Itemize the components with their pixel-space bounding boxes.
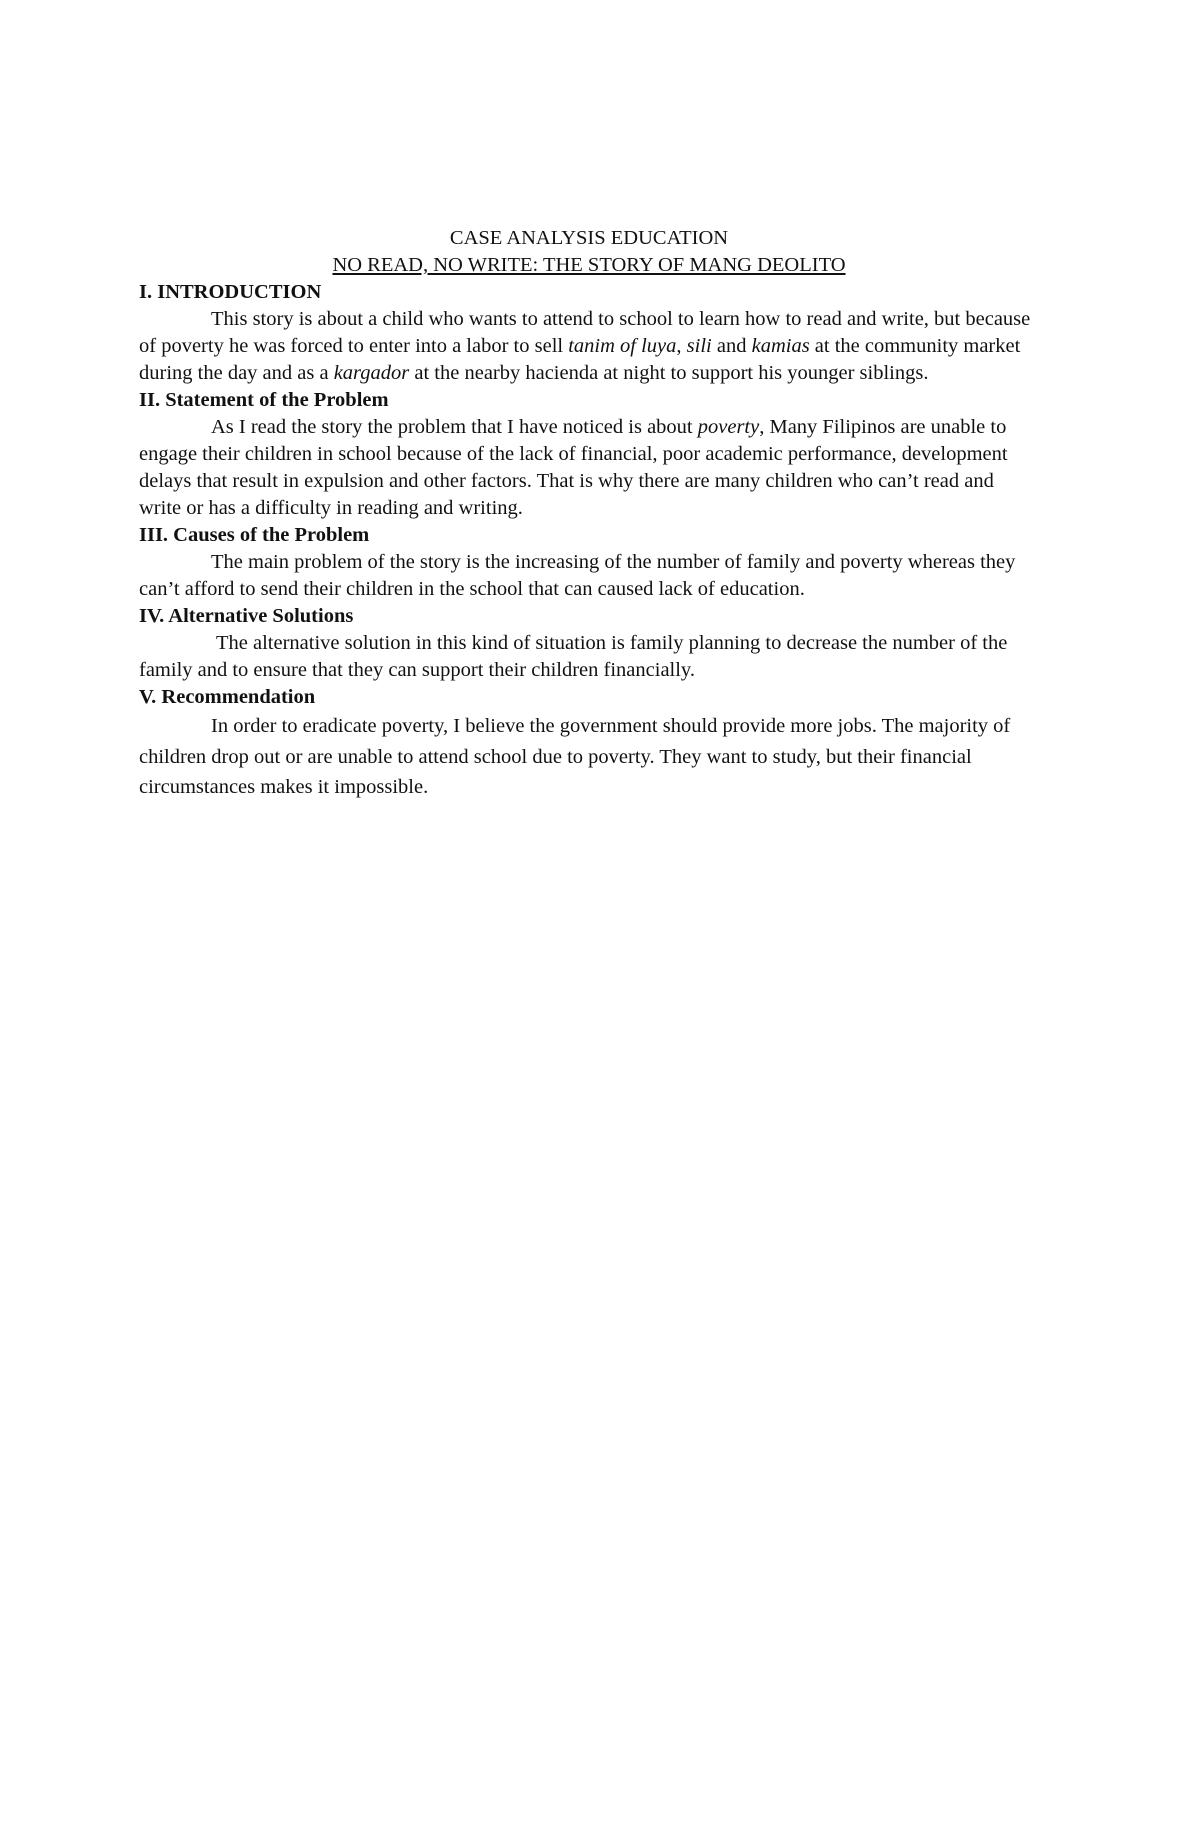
text-run: As I read the story the problem that I have noticed is about <box>211 416 698 438</box>
document-title: CASE ANALYSIS EDUCATION <box>449 227 729 249</box>
italic-term: tanim of luya <box>568 335 677 357</box>
text-run: at the nearby hacienda at night to support his younger siblings. <box>409 362 929 384</box>
section-heading-recommendation: V. Recommendation <box>139 686 316 708</box>
section-paragraph-introduction <box>139 306 1039 387</box>
section-paragraph-alternatives: The alternative solution in this kind of situation is family planning to decrease the number of the family and to ensure that they can support their children financially. <box>139 632 1008 681</box>
section-paragraph-recommendation: In order to eradicate poverty, I believe the government should provide more jobs. The majority of children drop out or are unable to attend school due to poverty. They want to study, but their financial circumstances makes it impossible. <box>139 715 1011 798</box>
section-heading-causes: III. Causes of the Problem <box>139 524 370 546</box>
document-body <box>139 225 1039 803</box>
text-run: , <box>676 335 687 357</box>
section-paragraph-statement <box>139 414 1039 522</box>
italic-term: poverty <box>697 416 760 438</box>
document-subtitle: NO READ, NO WRITE: THE STORY OF MANG DEOLITO <box>332 254 846 276</box>
italic-term: kamias <box>751 335 810 357</box>
text-run: , Many Filipinos are unable to engage their children in school because of the lack of financial, poor academic performance, development delays that result in expulsion and other factors. That is why there are many children who can’t read and write or has a difficulty in reading and writing. <box>139 416 1008 519</box>
text-run: This story is about a child who wants to attend to school to learn how to read and write, but because of poverty he was forced to enter into a labor to sell <box>139 308 1031 357</box>
italic-term: sili <box>686 335 712 357</box>
text-run: and <box>711 335 752 357</box>
section-heading-introduction: I. INTRODUCTION <box>139 281 322 303</box>
section-heading-statement: II. Statement of the Problem <box>139 389 389 411</box>
section-heading-alternatives: IV. Alternative Solutions <box>139 605 354 627</box>
section-paragraph-causes: The main problem of the story is the increasing of the number of family and poverty whereas they can’t afford to send their children in the school that can caused lack of education. <box>139 551 1016 600</box>
text-run: at the community market during the day and as a <box>139 335 1021 384</box>
italic-term: kargador <box>333 362 410 384</box>
